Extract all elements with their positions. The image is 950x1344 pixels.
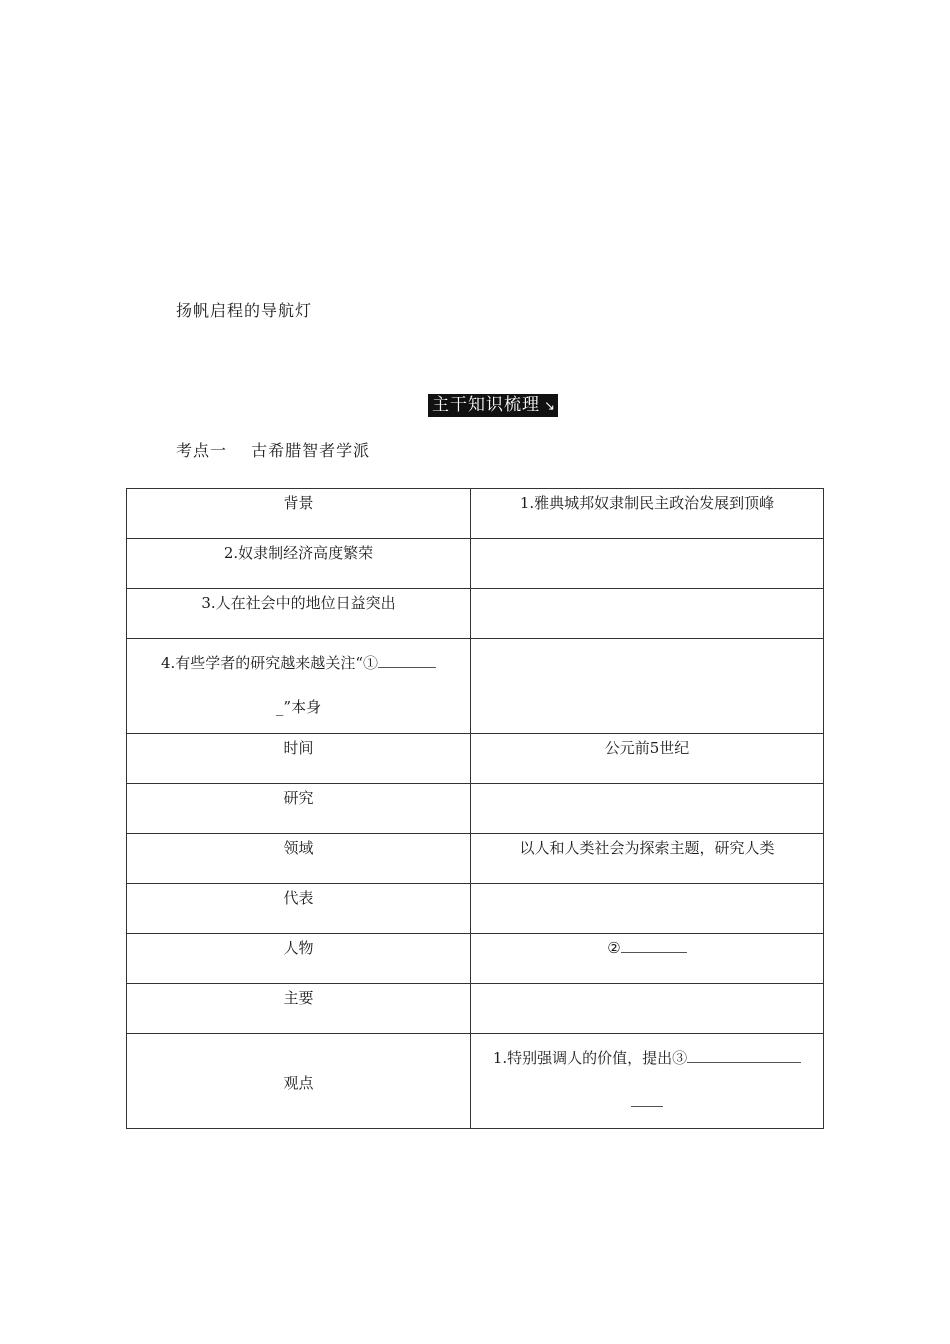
section-title: 古希腊智者学派 [251, 441, 371, 460]
table-cell [471, 639, 824, 734]
table-cell [471, 984, 824, 1034]
table-cell [127, 639, 471, 734]
table-cell [471, 1034, 824, 1129]
table-cell [471, 934, 824, 984]
cell-text: 1.特别强调人的价值，提出③ [492, 1049, 688, 1067]
section-banner [428, 394, 558, 417]
knowledge-table [126, 488, 824, 1129]
table-cell: 时间 [127, 734, 471, 784]
table-cell [471, 884, 824, 934]
table-row [127, 539, 824, 589]
table-row [127, 1034, 824, 1129]
fill-in-blank-1[interactable] [378, 653, 436, 668]
table-cell: 公元前5世纪 [471, 734, 824, 784]
table-row [127, 489, 824, 539]
table-cell: 人物 [127, 934, 471, 984]
table-cell: 主要 [127, 984, 471, 1034]
table-row [127, 934, 824, 984]
section-number: 考点一 [176, 441, 228, 460]
table-row [127, 639, 824, 734]
fill-in-blank-3[interactable] [687, 1048, 801, 1063]
table-cell: 2.奴隶制经济高度繁荣 [127, 539, 471, 589]
cell-text: _”本身 [275, 698, 322, 716]
table-cell: 研究 [127, 784, 471, 834]
section-heading [176, 438, 370, 461]
arrow-down-right-icon: ↘ [544, 399, 556, 414]
table-row [127, 884, 824, 934]
table-cell: 3.人在社会中的地位日益突出 [127, 589, 471, 639]
table-cell: 观点 [127, 1034, 471, 1129]
cell-text: 4.有些学者的研究越来越关注“① [161, 654, 378, 672]
table-cell: 背景 [127, 489, 471, 539]
page-subtitle: 扬帆启程的导航灯 [176, 301, 313, 320]
table-cell [471, 539, 824, 589]
table-cell: 1.雅典城邦奴隶制民主政治发展到顶峰 [471, 489, 824, 539]
banner-label: 主干知识梳理 [432, 395, 540, 415]
table-cell: 以人和人类社会为探索主题，研究人类 [471, 834, 824, 884]
fill-in-blank-2[interactable] [621, 938, 687, 953]
table-cell [471, 784, 824, 834]
table-row [127, 834, 824, 884]
table-row [127, 734, 824, 784]
table-row [127, 984, 824, 1034]
cell-text: ② [607, 939, 621, 957]
table-cell: 代表 [127, 884, 471, 934]
table-cell [471, 589, 824, 639]
fill-in-blank-3-continued[interactable] [631, 1092, 663, 1107]
table-row [127, 589, 824, 639]
table-row [127, 784, 824, 834]
table-cell: 领域 [127, 834, 471, 884]
